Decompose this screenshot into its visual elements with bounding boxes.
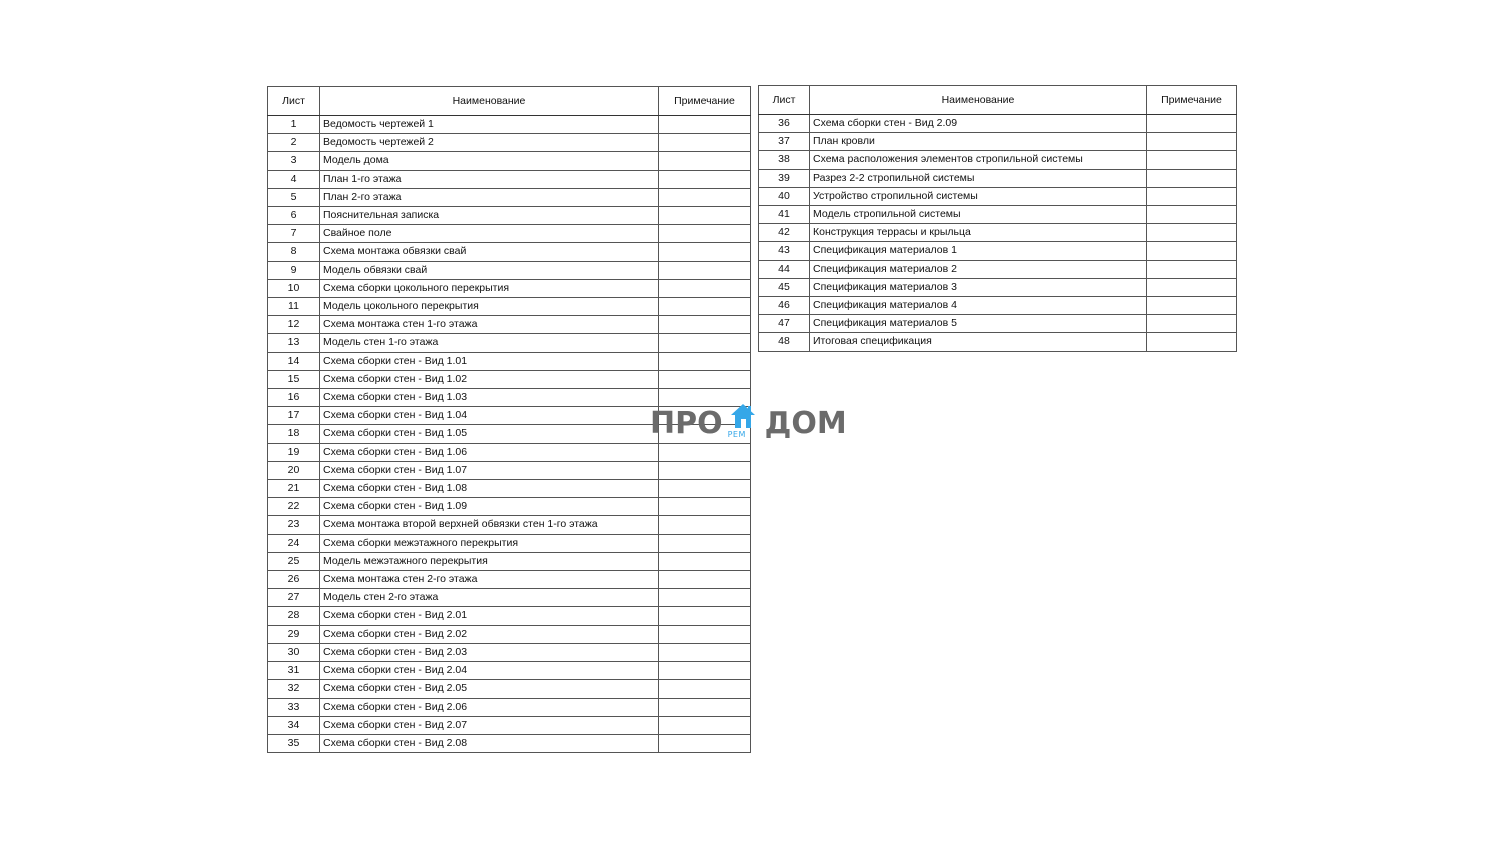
table-row bbox=[268, 170, 751, 188]
sheet-number-cell: 2 bbox=[268, 134, 320, 152]
table-row bbox=[759, 224, 1237, 242]
sheet-number-cell: 37 bbox=[759, 133, 810, 151]
table-row bbox=[268, 571, 751, 589]
sheet-name-cell: Схема сборки стен - Вид 1.09 bbox=[320, 498, 659, 516]
table-row bbox=[268, 279, 751, 297]
watermark-logo bbox=[650, 402, 850, 444]
table-row bbox=[268, 134, 751, 152]
header-name: Наименование bbox=[320, 87, 659, 116]
logo-subtext: РЕМ bbox=[727, 430, 746, 439]
table-row bbox=[759, 187, 1237, 205]
sheet-name-cell: Разрез 2-2 стропильной системы bbox=[810, 169, 1147, 187]
table-row bbox=[268, 698, 751, 716]
sheet-name-cell: Спецификация материалов 4 bbox=[810, 297, 1147, 315]
sheet-number-cell: 18 bbox=[268, 425, 320, 443]
sheet-note-cell bbox=[659, 552, 751, 570]
drawings-list-table-right bbox=[758, 85, 1237, 352]
sheet-number-cell: 15 bbox=[268, 370, 320, 388]
sheet-number-cell: 35 bbox=[268, 734, 320, 752]
table-row bbox=[759, 151, 1237, 169]
sheet-name-cell: Схема сборки цокольного перекрытия bbox=[320, 279, 659, 297]
sheet-note-cell bbox=[659, 516, 751, 534]
sheet-number-cell: 4 bbox=[268, 170, 320, 188]
sheet-name-cell: Схема сборки стен - Вид 2.07 bbox=[320, 716, 659, 734]
table-row bbox=[268, 116, 751, 134]
sheet-name-cell: Схема монтажа стен 2-го этажа bbox=[320, 571, 659, 589]
sheet-name-cell: Спецификация материалов 3 bbox=[810, 278, 1147, 296]
sheet-name-cell: Спецификация материалов 2 bbox=[810, 260, 1147, 278]
house-icon bbox=[727, 402, 759, 444]
header-note: Примечание bbox=[659, 87, 751, 116]
table-row bbox=[759, 297, 1237, 315]
sheet-name-cell: Модель стен 1-го этажа bbox=[320, 334, 659, 352]
table-row bbox=[268, 589, 751, 607]
sheet-name-cell: Ведомость чертежей 1 bbox=[320, 116, 659, 134]
sheet-note-cell bbox=[659, 334, 751, 352]
table-row bbox=[759, 333, 1237, 351]
sheet-number-cell: 6 bbox=[268, 207, 320, 225]
sheet-note-cell bbox=[659, 188, 751, 206]
sheet-number-cell: 32 bbox=[268, 680, 320, 698]
table-row bbox=[759, 133, 1237, 151]
sheet-note-cell bbox=[659, 734, 751, 752]
sheet-number-cell: 40 bbox=[759, 187, 810, 205]
sheet-number-cell: 24 bbox=[268, 534, 320, 552]
sheet-number-cell: 10 bbox=[268, 279, 320, 297]
sheet-number-cell: 12 bbox=[268, 316, 320, 334]
table-row bbox=[268, 480, 751, 498]
sheet-number-cell: 22 bbox=[268, 498, 320, 516]
table-row bbox=[268, 443, 751, 461]
header-note: Примечание bbox=[1147, 86, 1237, 115]
table-row bbox=[268, 316, 751, 334]
table-body-right bbox=[759, 115, 1237, 352]
table-row bbox=[268, 643, 751, 661]
sheet-name-cell: План кровли bbox=[810, 133, 1147, 151]
sheet-note-cell bbox=[659, 116, 751, 134]
sheet-number-cell: 26 bbox=[268, 571, 320, 589]
header-sheet: Лист bbox=[268, 87, 320, 116]
table-row bbox=[268, 607, 751, 625]
sheet-note-cell bbox=[1147, 278, 1237, 296]
sheet-number-cell: 5 bbox=[268, 188, 320, 206]
sheet-note-cell bbox=[659, 607, 751, 625]
sheet-name-cell: Итоговая спецификация bbox=[810, 333, 1147, 351]
sheet-note-cell bbox=[659, 589, 751, 607]
sheet-name-cell: Схема сборки стен - Вид 2.05 bbox=[320, 680, 659, 698]
sheet-note-cell bbox=[659, 279, 751, 297]
sheet-name-cell: Модель стен 2-го этажа bbox=[320, 589, 659, 607]
sheet-number-cell: 1 bbox=[268, 116, 320, 134]
sheet-name-cell: Схема сборки стен - Вид 2.02 bbox=[320, 625, 659, 643]
sheet-number-cell: 44 bbox=[759, 260, 810, 278]
sheet-note-cell bbox=[1147, 151, 1237, 169]
sheet-note-cell bbox=[1147, 169, 1237, 187]
sheet-name-cell: Схема сборки стен - Вид 1.03 bbox=[320, 389, 659, 407]
sheet-number-cell: 39 bbox=[759, 169, 810, 187]
sheet-number-cell: 9 bbox=[268, 261, 320, 279]
sheet-name-cell: Схема сборки стен - Вид 1.07 bbox=[320, 461, 659, 479]
sheet-number-cell: 30 bbox=[268, 643, 320, 661]
sheet-number-cell: 8 bbox=[268, 243, 320, 261]
sheet-number-cell: 45 bbox=[759, 278, 810, 296]
sheet-name-cell: Схема монтажа обвязки свай bbox=[320, 243, 659, 261]
sheet-number-cell: 48 bbox=[759, 333, 810, 351]
sheet-name-cell: Схема сборки межэтажного перекрытия bbox=[320, 534, 659, 552]
sheet-note-cell bbox=[659, 625, 751, 643]
sheet-name-cell: Пояснительная записка bbox=[320, 207, 659, 225]
sheet-number-cell: 43 bbox=[759, 242, 810, 260]
sheet-number-cell: 21 bbox=[268, 480, 320, 498]
sheet-note-cell bbox=[1147, 133, 1237, 151]
sheet-name-cell: Схема монтажа второй верхней обвязки стен 1-го этажа bbox=[320, 516, 659, 534]
table-row bbox=[759, 206, 1237, 224]
sheet-number-cell: 42 bbox=[759, 224, 810, 242]
sheet-number-cell: 28 bbox=[268, 607, 320, 625]
header-name: Наименование bbox=[810, 86, 1147, 115]
sheet-note-cell bbox=[659, 352, 751, 370]
sheet-number-cell: 20 bbox=[268, 461, 320, 479]
sheet-name-cell: Схема сборки стен - Вид 1.04 bbox=[320, 407, 659, 425]
sheet-number-cell: 17 bbox=[268, 407, 320, 425]
header-sheet: Лист bbox=[759, 86, 810, 115]
table-row bbox=[268, 370, 751, 388]
sheet-number-cell: 46 bbox=[759, 297, 810, 315]
sheet-name-cell: Схема сборки стен - Вид 1.01 bbox=[320, 352, 659, 370]
table-row bbox=[268, 207, 751, 225]
sheet-note-cell bbox=[659, 370, 751, 388]
sheet-note-cell bbox=[659, 261, 751, 279]
table-row bbox=[268, 716, 751, 734]
table-row bbox=[268, 552, 751, 570]
table-row bbox=[268, 352, 751, 370]
sheet-number-cell: 29 bbox=[268, 625, 320, 643]
table-row bbox=[268, 625, 751, 643]
sheet-note-cell bbox=[659, 207, 751, 225]
sheet-number-cell: 33 bbox=[268, 698, 320, 716]
table-row bbox=[268, 188, 751, 206]
table-row bbox=[759, 278, 1237, 296]
sheet-note-cell bbox=[1147, 260, 1237, 278]
sheet-number-cell: 7 bbox=[268, 225, 320, 243]
sheet-number-cell: 19 bbox=[268, 443, 320, 461]
sheet-name-cell: Свайное поле bbox=[320, 225, 659, 243]
table-row bbox=[268, 334, 751, 352]
sheet-name-cell: Схема сборки стен - Вид 2.09 bbox=[810, 115, 1147, 133]
table-row bbox=[268, 243, 751, 261]
table-row bbox=[268, 498, 751, 516]
sheet-name-cell: Схема сборки стен - Вид 1.05 bbox=[320, 425, 659, 443]
sheet-number-cell: 38 bbox=[759, 151, 810, 169]
sheet-name-cell: Схема сборки стен - Вид 2.03 bbox=[320, 643, 659, 661]
table-row bbox=[268, 734, 751, 752]
sheet-name-cell: Схема сборки стен - Вид 2.04 bbox=[320, 662, 659, 680]
sheet-note-cell bbox=[1147, 206, 1237, 224]
sheet-number-cell: 11 bbox=[268, 298, 320, 316]
sheet-note-cell bbox=[659, 298, 751, 316]
sheet-name-cell: Спецификация материалов 5 bbox=[810, 315, 1147, 333]
sheet-note-cell bbox=[659, 643, 751, 661]
sheet-number-cell: 14 bbox=[268, 352, 320, 370]
sheet-name-cell: Модель межэтажного перекрытия bbox=[320, 552, 659, 570]
sheet-number-cell: 23 bbox=[268, 516, 320, 534]
sheet-note-cell bbox=[659, 571, 751, 589]
sheet-note-cell bbox=[659, 316, 751, 334]
sheet-name-cell: План 1-го этажа bbox=[320, 170, 659, 188]
table-row bbox=[268, 662, 751, 680]
table-row bbox=[268, 461, 751, 479]
table-row bbox=[759, 169, 1237, 187]
sheet-note-cell bbox=[659, 480, 751, 498]
sheet-name-cell: Схема монтажа стен 1-го этажа bbox=[320, 316, 659, 334]
sheet-note-cell bbox=[659, 662, 751, 680]
sheet-note-cell bbox=[1147, 115, 1237, 133]
table-row bbox=[268, 225, 751, 243]
sheet-name-cell: Схема сборки стен - Вид 2.06 bbox=[320, 698, 659, 716]
table-row bbox=[268, 298, 751, 316]
sheet-name-cell: План 2-го этажа bbox=[320, 188, 659, 206]
sheet-number-cell: 41 bbox=[759, 206, 810, 224]
sheet-name-cell: Схема сборки стен - Вид 2.08 bbox=[320, 734, 659, 752]
sheet-name-cell: Схема сборки стен - Вид 1.06 bbox=[320, 443, 659, 461]
sheet-name-cell: Модель цокольного перекрытия bbox=[320, 298, 659, 316]
table-row bbox=[268, 534, 751, 552]
sheet-number-cell: 36 bbox=[759, 115, 810, 133]
table-row bbox=[759, 260, 1237, 278]
sheet-name-cell: Ведомость чертежей 2 bbox=[320, 134, 659, 152]
sheet-number-cell: 3 bbox=[268, 152, 320, 170]
sheet-number-cell: 25 bbox=[268, 552, 320, 570]
sheet-note-cell bbox=[659, 498, 751, 516]
sheet-note-cell bbox=[659, 152, 751, 170]
sheet-note-cell bbox=[659, 680, 751, 698]
sheet-name-cell: Модель обвязки свай bbox=[320, 261, 659, 279]
sheet-number-cell: 34 bbox=[268, 716, 320, 734]
sheet-number-cell: 13 bbox=[268, 334, 320, 352]
table-row bbox=[268, 261, 751, 279]
logo-text-dom: ДОМ bbox=[764, 405, 847, 441]
sheet-note-cell bbox=[659, 716, 751, 734]
sheet-name-cell: Модель дома bbox=[320, 152, 659, 170]
sheet-note-cell bbox=[1147, 297, 1237, 315]
sheet-number-cell: 31 bbox=[268, 662, 320, 680]
sheet-note-cell bbox=[659, 243, 751, 261]
sheet-note-cell bbox=[1147, 187, 1237, 205]
sheet-note-cell bbox=[659, 461, 751, 479]
sheet-note-cell bbox=[659, 134, 751, 152]
sheet-number-cell: 27 bbox=[268, 589, 320, 607]
table-row bbox=[759, 242, 1237, 260]
table-row bbox=[759, 315, 1237, 333]
sheet-note-cell bbox=[1147, 242, 1237, 260]
table-header-row bbox=[759, 86, 1237, 115]
sheet-name-cell: Схема сборки стен - Вид 2.01 bbox=[320, 607, 659, 625]
table-row bbox=[268, 516, 751, 534]
sheet-note-cell bbox=[659, 698, 751, 716]
sheet-note-cell bbox=[1147, 224, 1237, 242]
sheet-name-cell: Спецификация материалов 1 bbox=[810, 242, 1147, 260]
sheet-note-cell bbox=[659, 170, 751, 188]
sheet-name-cell: Устройство стропильной системы bbox=[810, 187, 1147, 205]
table-row bbox=[268, 680, 751, 698]
sheet-name-cell: Схема сборки стен - Вид 1.02 bbox=[320, 370, 659, 388]
sheet-note-cell bbox=[659, 443, 751, 461]
sheet-name-cell: Конструкция террасы и крыльца bbox=[810, 224, 1147, 242]
sheet-name-cell: Схема сборки стен - Вид 1.08 bbox=[320, 480, 659, 498]
logo-text-pro: ПРО bbox=[650, 405, 723, 441]
sheet-name-cell: Схема расположения элементов стропильной системы bbox=[810, 151, 1147, 169]
table-row bbox=[759, 115, 1237, 133]
table-header-row bbox=[268, 87, 751, 116]
sheet-name-cell: Модель стропильной системы bbox=[810, 206, 1147, 224]
sheet-number-cell: 47 bbox=[759, 315, 810, 333]
sheet-note-cell bbox=[659, 534, 751, 552]
sheet-number-cell: 16 bbox=[268, 389, 320, 407]
table-row bbox=[268, 152, 751, 170]
sheet-note-cell bbox=[1147, 315, 1237, 333]
sheet-note-cell bbox=[1147, 333, 1237, 351]
sheet-note-cell bbox=[659, 225, 751, 243]
